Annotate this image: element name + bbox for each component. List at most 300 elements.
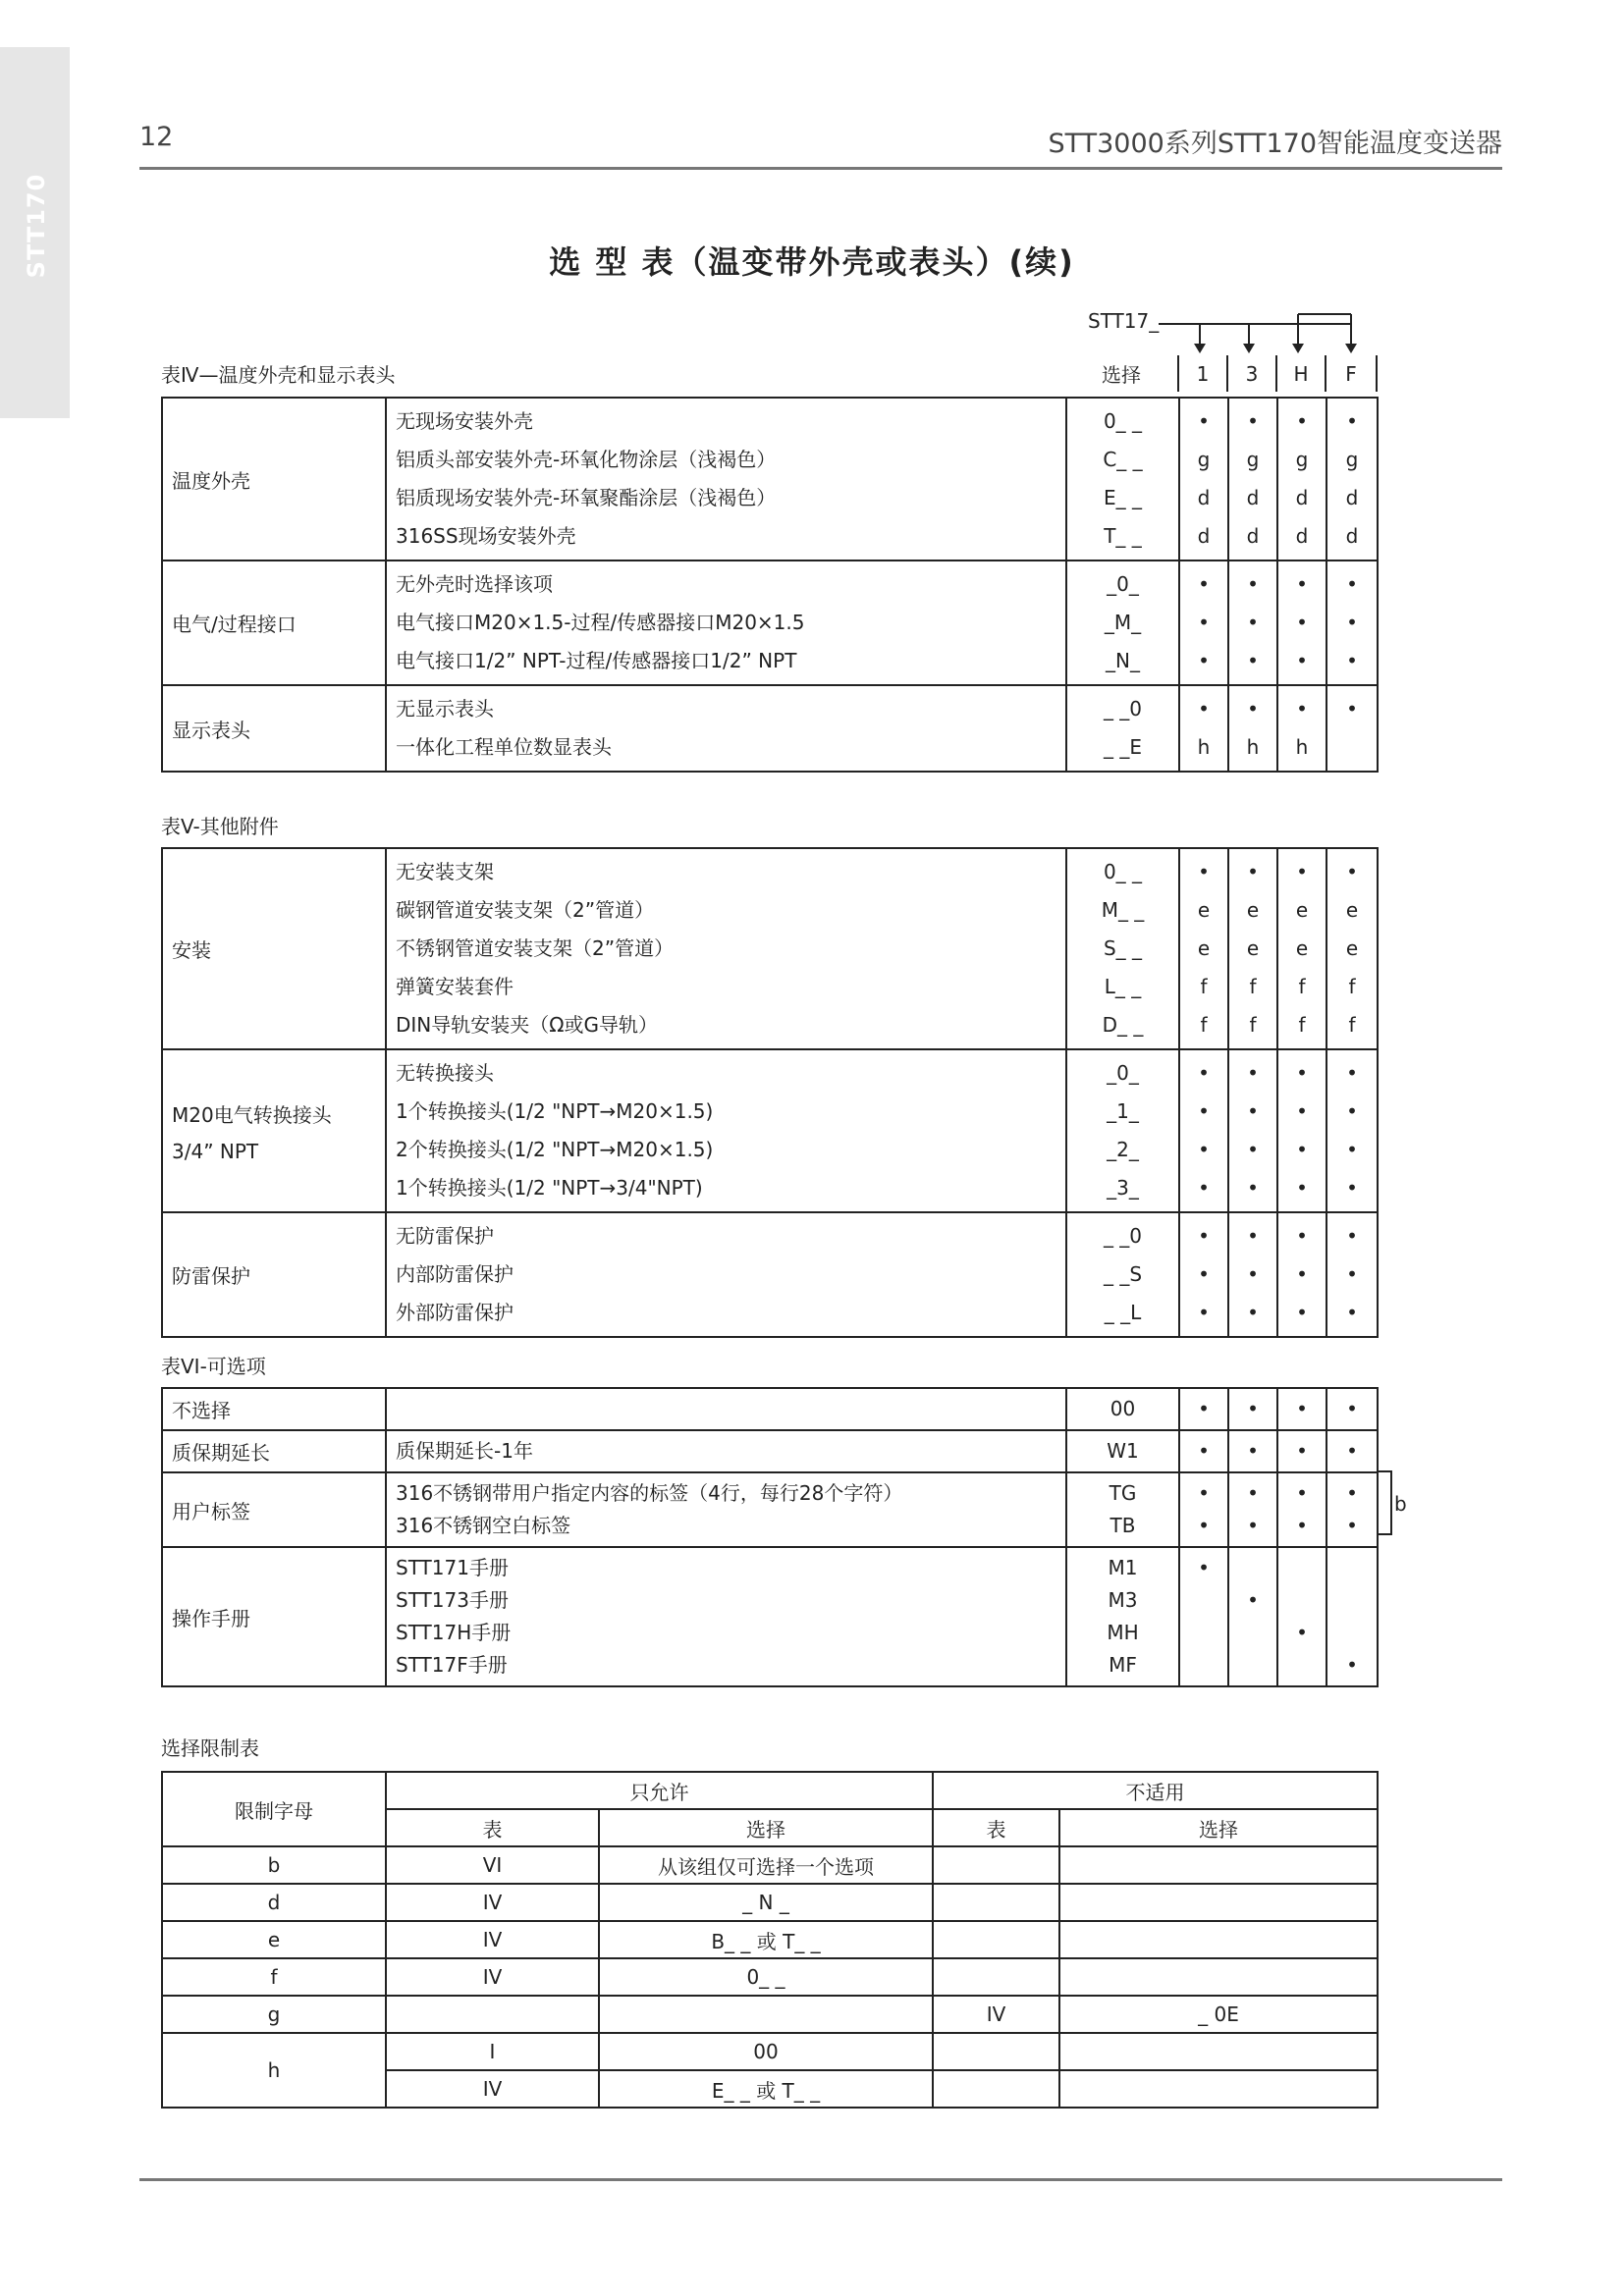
model-code: STT17_: [1088, 309, 1160, 333]
availability-mark: •: [1198, 1397, 1210, 1420]
availability-column: [1228, 1049, 1277, 1212]
availability-mark: •: [1198, 1481, 1210, 1505]
option-descriptions: [386, 1388, 1066, 1430]
availability-mark: •: [1346, 1301, 1358, 1324]
option-codes: [1066, 398, 1179, 561]
availability-mark: •: [1247, 409, 1259, 433]
option-description: 316SS现场安装外壳: [396, 524, 576, 548]
availability-column: [1228, 1430, 1277, 1472]
availability-mark: f: [1200, 975, 1208, 998]
availability-mark: d: [1345, 486, 1359, 509]
group-name-text: M20电气转换接头: [172, 1102, 332, 1127]
availability-mark: •: [1296, 1099, 1308, 1123]
availability-mark: •: [1198, 1439, 1210, 1463]
availability-mark: •: [1198, 860, 1210, 883]
option-group-row: [162, 685, 1378, 772]
availability-column: [1277, 1472, 1326, 1547]
option-codes: [1066, 1472, 1179, 1547]
option-codes: [1066, 1049, 1179, 1212]
availability-column: [1277, 1212, 1326, 1337]
table4-group-display: [162, 685, 1378, 772]
option-description: 电气接口1/2” NPT-过程/传感器接口1/2” NPT: [396, 649, 797, 672]
option-code: T_ _: [1104, 524, 1142, 548]
table5-group-lightning: [162, 1212, 1378, 1337]
option-group-row: [162, 398, 1378, 561]
availability-mark: [1278, 1552, 1326, 1584]
option-descriptions: [386, 848, 1066, 1049]
availability-column: [1228, 685, 1277, 772]
option-code: M1: [1108, 1556, 1138, 1579]
option-description: 质保期延长-1年: [396, 1439, 533, 1463]
availability-mark: •: [1296, 697, 1308, 721]
option-description: DIN导轨安装夹（Ω或G导轨）: [396, 1013, 659, 1037]
table4-caption: 表Ⅳ—温度外壳和显示表头: [161, 363, 396, 387]
availability-mark: •: [1198, 1099, 1210, 1123]
option-code: TB: [1110, 1514, 1136, 1537]
availability-mark: •: [1346, 697, 1358, 721]
availability-column: [1228, 561, 1277, 685]
group-name-text: 安装: [172, 938, 211, 962]
restrict-na-table: [933, 1958, 1059, 1996]
option-descriptions: [386, 398, 1066, 561]
availability-mark: •: [1346, 1138, 1358, 1161]
availability-mark: •: [1346, 1653, 1358, 1677]
availability-mark: g: [1295, 448, 1309, 471]
restrict-row: [162, 1996, 1378, 2033]
option-description: 一体化工程单位数显表头: [396, 735, 612, 759]
restrict-row: [162, 1884, 1378, 1921]
availability-column: [1326, 1388, 1378, 1430]
availability-mark: [1278, 1649, 1326, 1682]
availability-mark: •: [1198, 1556, 1210, 1579]
availability-mark: f: [1249, 975, 1257, 998]
option-descriptions: [386, 1547, 1066, 1686]
restrict-letter: e: [162, 1921, 386, 1958]
availability-mark: •: [1247, 1481, 1259, 1505]
availability-mark: •: [1247, 1262, 1259, 1286]
column-header-1: 1: [1178, 355, 1227, 392]
availability-column: [1326, 398, 1378, 561]
option-description: 1个转换接头(1/2 "NPT→M20×1.5): [396, 1099, 714, 1123]
restrict-row: [162, 1958, 1378, 1996]
availability-mark: e: [1345, 936, 1359, 960]
availability-column: [1179, 1430, 1228, 1472]
group-name: [162, 1388, 386, 1430]
restrict-allow-table: IV: [386, 2070, 599, 2108]
table5-group-adapter: [162, 1049, 1378, 1212]
availability-mark: d: [1197, 524, 1211, 548]
option-description: 316不锈钢空白标签: [396, 1514, 571, 1537]
option-group-row: [162, 1547, 1378, 1686]
option-description: 无转换接头: [396, 1061, 494, 1085]
group-name: [162, 1547, 386, 1686]
group-name: [162, 398, 386, 561]
group-name-text: 质保期延长: [172, 1441, 270, 1465]
option-description: STT17H手册: [396, 1621, 512, 1644]
availability-mark: •: [1198, 1176, 1210, 1200]
restrict-na-table: [933, 1884, 1059, 1921]
availability-mark: •: [1296, 1301, 1308, 1324]
availability-mark: e: [1246, 898, 1260, 922]
availability-column: [1326, 561, 1378, 685]
table6-group-manual: [162, 1547, 1378, 1686]
option-group-row: [162, 1388, 1378, 1430]
restriction-table: [161, 1771, 1379, 2109]
availability-mark: •: [1198, 572, 1210, 596]
header-rule: [139, 167, 1502, 170]
restrict-na-select: [1059, 1921, 1378, 1958]
option-description: 无防雷保护: [396, 1224, 494, 1248]
option-description: 2个转换接头(1/2 "NPT→M20×1.5): [396, 1138, 714, 1161]
availability-mark: •: [1247, 1588, 1259, 1612]
availability-mark: [1229, 1552, 1276, 1584]
availability-column: [1277, 1430, 1326, 1472]
select-header: 选择: [1102, 363, 1141, 387]
availability-mark: •: [1346, 1481, 1358, 1505]
restrict-na-select: [1059, 1884, 1378, 1921]
availability-mark: f: [1200, 1013, 1208, 1037]
option-codes: [1066, 848, 1179, 1049]
availability-column: [1179, 685, 1228, 772]
group-name-text: 显示表头: [172, 718, 250, 742]
option-descriptions: [386, 1472, 1066, 1547]
availability-mark: •: [1346, 1397, 1358, 1420]
availability-column: [1277, 848, 1326, 1049]
availability-column: [1179, 848, 1228, 1049]
option-description: 无现场安装外壳: [396, 409, 533, 433]
availability-mark: •: [1247, 611, 1259, 634]
option-code: W1: [1107, 1439, 1139, 1463]
availability-mark: •: [1198, 1301, 1210, 1324]
availability-column: [1326, 1049, 1378, 1212]
option-code: 00: [1110, 1397, 1136, 1420]
option-description: STT173手册: [396, 1588, 509, 1612]
availability-mark: d: [1246, 524, 1260, 548]
option-code: _3_: [1107, 1176, 1139, 1200]
side-tab-label: STT170: [22, 173, 50, 279]
restrict-allow-table: VI: [386, 1846, 599, 1884]
availability-mark: d: [1197, 486, 1211, 509]
option-descriptions: [386, 1430, 1066, 1472]
option-code: _1_: [1107, 1099, 1139, 1123]
option-code: D_ _: [1102, 1013, 1144, 1037]
availability-mark: e: [1295, 936, 1309, 960]
table5-group-mounting: [162, 848, 1378, 1049]
availability-mark: •: [1296, 1176, 1308, 1200]
option-descriptions: [386, 1049, 1066, 1212]
restrict-na-select: [1059, 2070, 1378, 2108]
restrict-allow-select: [599, 1996, 933, 2033]
option-description: 内部防雷保护: [396, 1262, 514, 1286]
option-code: _ _0: [1103, 697, 1143, 721]
availability-column: [1326, 685, 1378, 772]
availability-column: [1326, 1430, 1378, 1472]
availability-mark: [1327, 1617, 1377, 1649]
availability-mark: d: [1345, 524, 1359, 548]
availability-column: [1179, 1547, 1228, 1686]
availability-mark: •: [1198, 409, 1210, 433]
availability-mark: d: [1246, 486, 1260, 509]
availability-mark: [1180, 1617, 1227, 1649]
option-description: 弹簧安装套件: [396, 975, 514, 998]
bracket-label: b: [1394, 1492, 1407, 1516]
table6-caption: 表VI-可选项: [161, 1355, 266, 1378]
availability-mark: •: [1198, 1262, 1210, 1286]
option-code: _2_: [1107, 1138, 1139, 1161]
availability-mark: •: [1296, 1481, 1308, 1505]
header-title: STT3000系列STT170智能温度变送器: [1048, 129, 1502, 159]
restrict-head-na: 不适用: [933, 1772, 1378, 1809]
availability-mark: •: [1296, 572, 1308, 596]
option-code: L_ _: [1104, 975, 1142, 998]
availability-column: [1277, 561, 1326, 685]
availability-mark: •: [1346, 649, 1358, 672]
restrict-head-na-table: 表: [933, 1809, 1059, 1846]
availability-mark: •: [1247, 1514, 1259, 1537]
option-code: E_ _: [1104, 486, 1142, 509]
restrict-allow-table: [386, 1996, 599, 2033]
availability-mark: e: [1246, 936, 1260, 960]
option-descriptions: [386, 561, 1066, 685]
column-header-f: F: [1326, 355, 1377, 392]
availability-column: [1179, 561, 1228, 685]
option-code: MH: [1107, 1621, 1139, 1644]
option-codes: [1066, 1430, 1179, 1472]
group-name-text: 防雷保护: [172, 1264, 250, 1288]
availability-mark: •: [1247, 1301, 1259, 1324]
availability-mark: [1327, 728, 1377, 767]
option-codes: [1066, 1547, 1179, 1686]
availability-mark: [1180, 1584, 1227, 1617]
option-description: 铝质现场安装外壳-环氧聚酯涂层（浅褐色）: [396, 486, 777, 509]
availability-mark: h: [1246, 735, 1260, 759]
option-description: 碳钢管道安装支架（2”管道）: [396, 898, 655, 922]
option-description: 外部防雷保护: [396, 1301, 514, 1324]
option-codes: [1066, 685, 1179, 772]
restrict-row: [162, 1921, 1378, 1958]
availability-mark: [1327, 1552, 1377, 1584]
availability-mark: e: [1197, 898, 1211, 922]
availability-mark: •: [1296, 611, 1308, 634]
restrict-rows: [162, 1846, 1378, 2033]
availability-mark: [1327, 1584, 1377, 1617]
availability-column: [1228, 1388, 1277, 1430]
option-group-row: [162, 848, 1378, 1049]
availability-mark: [1278, 1584, 1326, 1617]
restrict-allow-table: IV: [386, 1958, 599, 1996]
availability-mark: h: [1295, 735, 1309, 759]
option-description: 无外壳时选择该项: [396, 572, 553, 596]
table-iv: [161, 397, 1379, 773]
option-code: 0_ _: [1103, 409, 1143, 433]
availability-mark: h: [1197, 735, 1211, 759]
availability-mark: •: [1247, 572, 1259, 596]
restrict-na-table: [933, 1846, 1059, 1884]
restrict-head-allow: 只允许: [386, 1772, 933, 1809]
availability-mark: •: [1296, 1514, 1308, 1537]
restrict-na-select: [1059, 2033, 1378, 2070]
availability-mark: •: [1198, 611, 1210, 634]
option-description: 铝质头部安装外壳-环氧化物涂层（浅褐色）: [396, 448, 777, 471]
group-name: [162, 561, 386, 685]
restrict-allow-select: _ N _: [599, 1884, 933, 1921]
availability-mark: •: [1198, 1224, 1210, 1248]
group-name: [162, 1472, 386, 1547]
availability-mark: f: [1298, 975, 1306, 998]
availability-mark: •: [1346, 1061, 1358, 1085]
restrict-letter: h: [162, 2033, 386, 2108]
availability-mark: •: [1247, 1138, 1259, 1161]
availability-mark: d: [1295, 524, 1309, 548]
option-code: S_ _: [1103, 936, 1143, 960]
restrict-head-allow-select: 选择: [599, 1809, 933, 1846]
availability-mark: •: [1198, 697, 1210, 721]
option-code: M3: [1108, 1588, 1138, 1612]
restrict-na-select: _ 0E: [1059, 1996, 1378, 2033]
group-name: [162, 1212, 386, 1337]
option-group-row: [162, 1049, 1378, 1212]
availability-mark: •: [1247, 697, 1259, 721]
availability-mark: •: [1296, 409, 1308, 433]
column-header: [1065, 355, 1378, 392]
availability-column: [1179, 1212, 1228, 1337]
availability-mark: g: [1197, 448, 1211, 471]
availability-mark: •: [1296, 1061, 1308, 1085]
restrict-na-table: IV: [933, 1996, 1059, 2033]
restrict-allow-table: IV: [386, 1921, 599, 1958]
availability-mark: g: [1246, 448, 1260, 471]
restrict-head-na-select: 选择: [1059, 1809, 1378, 1846]
restrict-letter: d: [162, 1884, 386, 1921]
availability-mark: •: [1346, 1224, 1358, 1248]
table6-group-warranty: [162, 1430, 1378, 1472]
availability-mark: [1229, 1617, 1276, 1649]
availability-mark: •: [1296, 1621, 1308, 1644]
availability-mark: •: [1247, 860, 1259, 883]
availability-mark: f: [1298, 1013, 1306, 1037]
availability-mark: [1229, 1649, 1276, 1682]
option-description: 1个转换接头(1/2 "NPT→3/4"NPT): [396, 1176, 703, 1200]
availability-column: [1179, 398, 1228, 561]
availability-column: [1326, 1472, 1378, 1547]
option-group-row: [162, 561, 1378, 685]
option-code: MF: [1109, 1653, 1137, 1677]
group-name: [162, 848, 386, 1049]
restrict-na-table: [933, 2033, 1059, 2070]
option-description: STT17F手册: [396, 1653, 508, 1677]
availability-mark: •: [1296, 860, 1308, 883]
restrict-na-select: [1059, 1846, 1378, 1884]
restrict-na-table: [933, 2070, 1059, 2108]
availability-mark: •: [1346, 1514, 1358, 1537]
option-group-row: [162, 1212, 1378, 1337]
availability-mark: •: [1296, 1262, 1308, 1286]
availability-mark: •: [1296, 1439, 1308, 1463]
availability-mark: •: [1346, 1176, 1358, 1200]
option-codes: [1066, 1212, 1179, 1337]
column-header-3: 3: [1227, 355, 1276, 392]
availability-mark: e: [1345, 898, 1359, 922]
option-code: M_ _: [1101, 898, 1145, 922]
availability-mark: •: [1346, 1439, 1358, 1463]
availability-mark: •: [1198, 649, 1210, 672]
restrict-na-table: [933, 1921, 1059, 1958]
table-vi: [161, 1387, 1379, 1687]
table6-group-tag: [162, 1472, 1378, 1547]
availability-mark: •: [1247, 1099, 1259, 1123]
group-name-text: 操作手册: [172, 1606, 250, 1630]
availability-column: [1228, 398, 1277, 561]
group-name: [162, 1049, 386, 1212]
restrict-row: [162, 1846, 1378, 1884]
group-name-text: 用户标签: [172, 1499, 250, 1523]
availability-mark: f: [1249, 1013, 1257, 1037]
option-code: C_ _: [1103, 448, 1143, 471]
restrict-allow-table: IV: [386, 1884, 599, 1921]
page-number: 12: [139, 122, 174, 152]
availability-column: [1277, 1049, 1326, 1212]
availability-mark: f: [1348, 975, 1356, 998]
option-codes: [1066, 1388, 1179, 1430]
availability-column: [1228, 1212, 1277, 1337]
restrict-head-allow-table: 表: [386, 1809, 599, 1846]
availability-column: [1277, 685, 1326, 772]
table5-caption: 表V-其他附件: [161, 815, 279, 838]
group-name: [162, 685, 386, 772]
availability-mark: •: [1296, 649, 1308, 672]
availability-mark: •: [1346, 1262, 1358, 1286]
option-description: 无安装支架: [396, 860, 494, 883]
option-code: _ _0: [1103, 1224, 1143, 1248]
footer-rule: [139, 2178, 1502, 2181]
availability-mark: e: [1197, 936, 1211, 960]
option-code: 0_ _: [1103, 860, 1143, 883]
option-description: 无显示表头: [396, 697, 494, 721]
availability-column: [1179, 1472, 1228, 1547]
availability-mark: •: [1346, 409, 1358, 433]
option-code: _ _E: [1104, 735, 1142, 759]
page-title: 选 型 表（温变带外壳或表头）(续): [549, 243, 1075, 281]
availability-mark: •: [1296, 1224, 1308, 1248]
restrict-allow-table: I: [386, 2033, 599, 2070]
option-code: _0_: [1107, 572, 1139, 596]
availability-column: [1277, 1547, 1326, 1686]
option-code: _ _S: [1103, 1262, 1143, 1286]
group-name-text-2: 3/4” NPT: [172, 1139, 259, 1163]
option-description: [396, 1393, 1065, 1425]
availability-mark: •: [1247, 1176, 1259, 1200]
availability-mark: •: [1346, 572, 1358, 596]
table4-group-connection: [162, 561, 1378, 685]
option-description: 不锈钢管道安装支架（2”管道）: [396, 936, 675, 960]
group-bracket: [1377, 1470, 1392, 1535]
option-group-row: [162, 1430, 1378, 1472]
option-description: 316不锈钢带用户指定内容的标签（4行，每行28个字符）: [396, 1481, 903, 1505]
restrict-head-letter: 限制字母: [162, 1772, 386, 1846]
availability-mark: •: [1247, 1439, 1259, 1463]
availability-column: [1326, 1547, 1378, 1686]
restrict-allow-select: 从该组仅可选择一个选项: [599, 1846, 933, 1884]
option-descriptions: [386, 685, 1066, 772]
group-name: [162, 1430, 386, 1472]
availability-mark: •: [1198, 1138, 1210, 1161]
availability-mark: •: [1296, 1397, 1308, 1420]
group-name-text: 温度外壳: [172, 468, 250, 493]
availability-column: [1277, 398, 1326, 561]
restrict-allow-select: 00: [599, 2033, 933, 2070]
availability-mark: •: [1247, 1224, 1259, 1248]
availability-mark: •: [1346, 860, 1358, 883]
